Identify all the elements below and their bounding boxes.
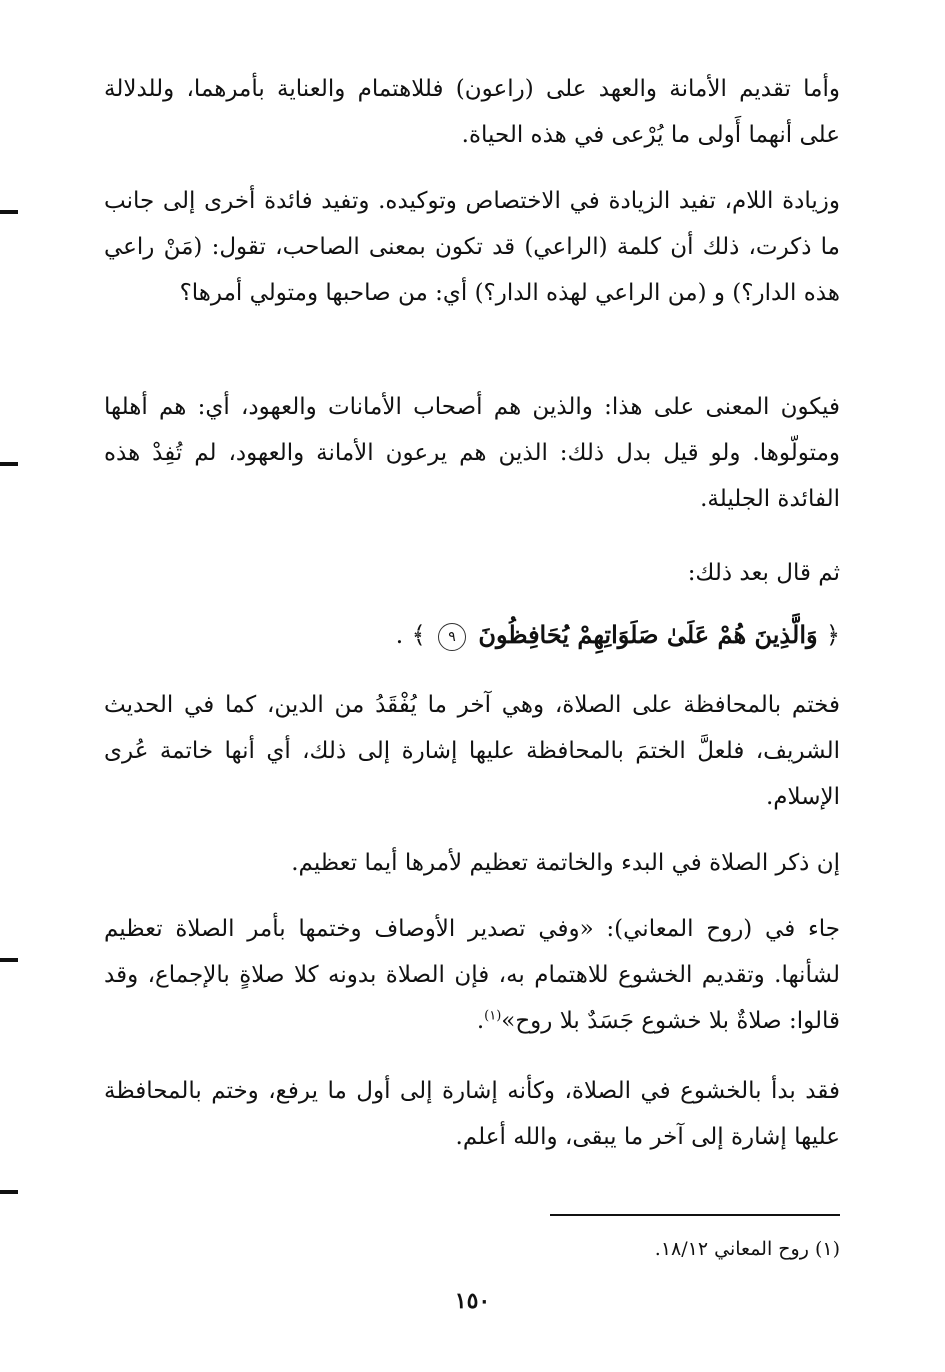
paragraph-7 <box>104 906 840 1044</box>
paragraph-7-text: جاء في (روح المعاني): «وفي تصدير الأوصاف وختمها بأمر الصلاة تعظيم لشأنها. وتقديم الخشوع للاهتمام به، فإن الصلاة بدونه كلا صلاةٍ بالإجماع، وقد قالوا: صلاةٌ بلا خشوع جَسَدٌ بلا روح» <box>104 916 840 1034</box>
paragraph-2: وزيادة اللام، تفيد الزيادة في الاختصاص وتوكيده. وتفيد فائدة أخرى إلى جانب ما ذكرت، ذلك أن كلمة (الراعي) قد تكون بمعنى الصاحب، تقول: (مَنْ راعي هذه الدار؟) و (من الراعي لهذه الدار؟) أي: من صاحبها ومتولي أمرها؟ <box>104 188 840 306</box>
paragraph-3: فيكون المعنى على هذا: والذين هم أصحاب الأمانات والعهود، أي: هم أهلها ومتولّوها. ولو قيل بدل ذلك: الذين هم يرعون الأمانة والعهود، لم تُفِدْ هذه الفائدة الجليلة. <box>104 394 840 512</box>
edge-mark <box>0 462 18 466</box>
footnote-divider <box>550 1214 840 1216</box>
quran-verse <box>104 612 840 658</box>
verse-close-bracket: ﴾ <box>411 621 426 649</box>
paragraph-6: إن ذكر الصلاة في البدء والخاتمة تعظيم لأمرها أيما تعظيم. <box>291 850 840 876</box>
edge-mark <box>0 210 18 214</box>
ayah-number-marker: ٩ <box>438 623 466 651</box>
edge-mark <box>0 1190 18 1194</box>
paragraph-5: فختم بالمحافظة على الصلاة، وهي آخر ما يُفْقَدُ من الدين، كما في الحديث الشريف، فلعلَّ الختمَ بالمحافظة عليها إشارة إلى ذلك، أي أنها خاتمة عُرى الإسلام. <box>104 692 840 810</box>
paragraph-1: وأما تقديم الأمانة والعهد على (راعون) فللاهتمام والعناية بأمرهما، وللدلالة على أنهما أَولى ما يُرْعى في هذه الحياة. <box>104 76 840 148</box>
verse-end: . <box>395 621 404 649</box>
paragraph-4: ثم قال بعد ذلك: <box>687 560 840 586</box>
verse-text: وَالَّذِينَ هُمْ عَلَىٰ صَلَوَاتِهِمْ يُحَافِظُونَ <box>478 620 818 649</box>
footnote-reference: (١) <box>484 1008 502 1024</box>
edge-mark <box>0 958 18 962</box>
footnote: (١) روح المعاني ١٨/١٢. <box>654 1238 840 1260</box>
page-number: ١٥٠ <box>454 1288 491 1314</box>
paragraph-7-end: . <box>476 1008 485 1034</box>
verse-open-bracket: ﴿ <box>825 621 840 649</box>
paragraph-8: فقد بدأ بالخشوع في الصلاة، وكأنه إشارة إلى أول ما يرفع، وختم بالمحافظة عليها إشارة إلى آخر ما يبقى، والله أعلم. <box>104 1078 840 1150</box>
